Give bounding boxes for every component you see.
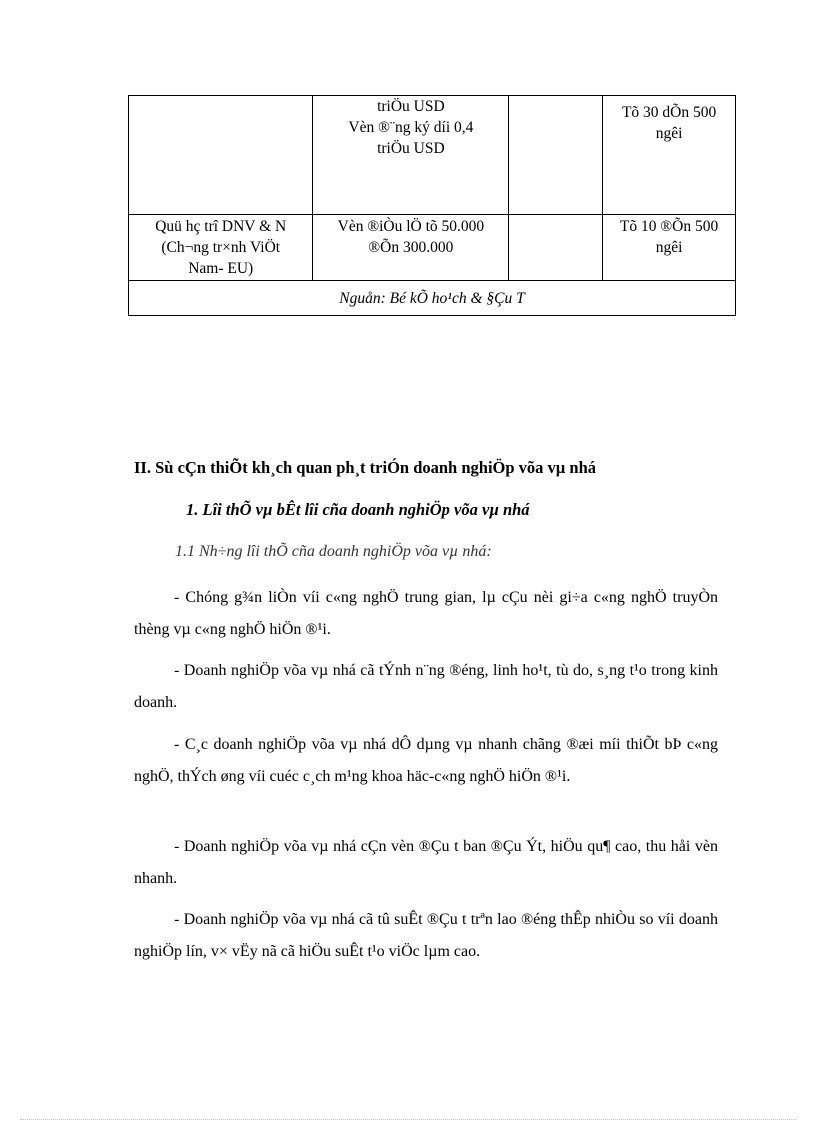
cell-text: Vèn ®¨ng ký díi 0,4 xyxy=(348,119,474,136)
paragraph: - Doanh nghiÖp võa vµ nhá cã tû suÊt ®Çu t trªn lao ®éng thÊp nhiÒu so víi doanh nghiÖp lín, v× vËy nã cã hiÖu suÊt t¹o viÖc lµm cao. xyxy=(134,911,718,960)
table-cell xyxy=(313,215,509,281)
paragraph: - Doanh nghiÖp võa vµ nhá cã tÝnh n¨ng ®éng, linh ho¹t, tù do, s¸ng t¹o trong kinh doanh. xyxy=(134,662,718,711)
subsubsection-heading: 1.1 Nh÷ng lîi thÕ cña doanh nghiÖp võa vµ nhá: xyxy=(175,543,492,560)
table-cell xyxy=(313,96,509,215)
paragraph: - Doanh nghiÖp võa vµ nhá cÇn vèn ®Çu t ban ®Çu Ýt, hiÖu qu¶ cao, thu håi vèn nhanh. xyxy=(134,838,718,887)
table-source-row xyxy=(129,281,736,316)
table-cell xyxy=(509,215,603,281)
cell-text: ngêi xyxy=(655,125,683,142)
table-cell xyxy=(509,96,603,215)
table-row xyxy=(129,215,736,281)
enterprise-criteria-table xyxy=(128,95,736,316)
cell-text: Nam- EU) xyxy=(188,260,254,277)
table-row xyxy=(129,96,736,215)
cell-text: Tõ 30 dÕn 500 xyxy=(621,104,717,121)
cell-text: Quü hç trî DNV & N xyxy=(155,218,287,235)
table-cell xyxy=(603,96,736,215)
paragraph: - C¸c doanh nghiÖp võa vµ nhá dÔ dµng vµ nhanh chãng ®æi míi thiÕt bÞ c«ng nghÖ, thÝch øng víi cuéc c¸ch m¹ng khoa häc-c«ng nghÖ hiÖn ®¹i. xyxy=(134,736,718,785)
cell-text: triÖu USD xyxy=(377,140,445,157)
table-cell xyxy=(129,96,313,215)
paragraph: - Chóng g¾n liÒn víi c«ng nghÖ trung gian, lµ cÇu nèi gi÷a c«ng nghÖ truyÒn thèng vµ c«ng nghÖ hiÖn ®¹i. xyxy=(134,589,718,638)
cell-text: Vèn ®iÒu lÖ tõ 50.000 xyxy=(337,218,485,235)
cell-text: ngêi xyxy=(655,239,683,256)
cell-text: ®Õn 300.000 xyxy=(368,239,454,256)
cell-text: (Ch¬ng tr×nh ViÖt xyxy=(161,239,281,256)
table-source-note: Nguån: Bé kÕ ho¹ch & §Çu T xyxy=(129,281,736,316)
page-bottom-rule xyxy=(20,1119,796,1120)
cell-text: triÖu USD xyxy=(377,98,445,115)
cell-text: Tõ 10 ®Õn 500 xyxy=(619,218,719,235)
table-cell xyxy=(129,215,313,281)
section-heading: II. Sù cÇn thiÕt kh¸ch quan ph¸t triÓn doanh nghiÖp võa vµ nhá xyxy=(134,458,597,477)
table-cell xyxy=(603,215,736,281)
subsection-heading: 1. Lîi thÕ vµ bÊt lîi cña doanh nghiÖp võa vµ nhá xyxy=(186,500,530,519)
